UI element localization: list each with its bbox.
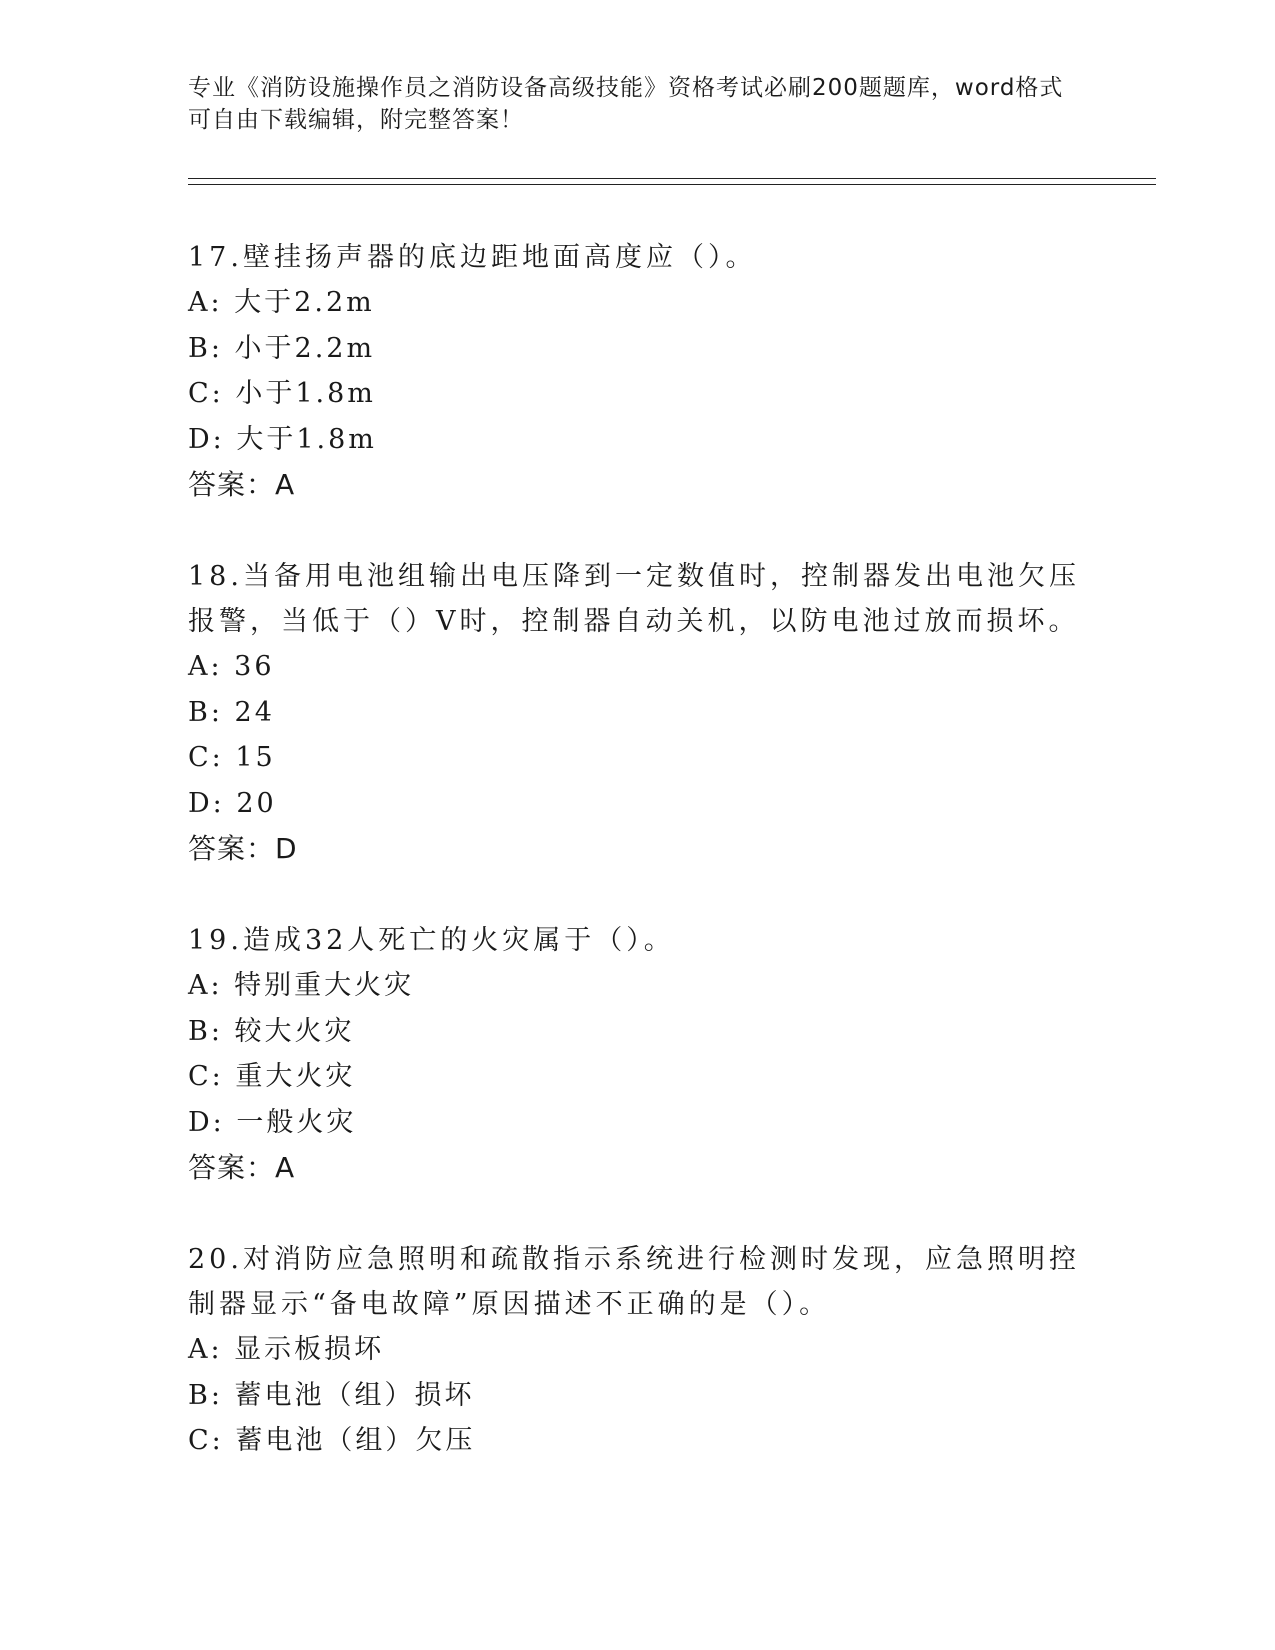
option-a: A: 36 bbox=[188, 651, 275, 682]
header-divider-bottom bbox=[188, 184, 1156, 185]
option-b: B: 蓄电池（组）损坏 bbox=[188, 1379, 475, 1411]
option-d: D: 20 bbox=[188, 787, 277, 819]
option-b: B: 24 bbox=[188, 696, 275, 728]
option-b: B: 小于2.2m bbox=[188, 332, 376, 364]
option-c: C: 小于1.8m bbox=[188, 378, 376, 409]
answer-label: 答案：A bbox=[188, 1151, 296, 1184]
question-stem: 18.当备用电池组输出电压降到一定数值时，控制器发出电池欠压报警，当低于（）V时，控制器自动关机，以防电池过放而损坏。 bbox=[188, 561, 1080, 637]
question-stem: 19.造成32人死亡的火灾属于（）。 bbox=[188, 925, 675, 956]
answer-label: 答案：D bbox=[188, 832, 298, 865]
page-header: 专业《消防设施操作员之消防设备高级技能》资格考试必刷200题题库，word格式可自由下载编辑，附完整答案！ bbox=[188, 75, 1064, 133]
option-c: C: 15 bbox=[188, 742, 276, 773]
option-d: D: 一般火灾 bbox=[188, 1106, 357, 1138]
question-17 bbox=[188, 235, 1088, 508]
option-c: C: 蓄电池（组）欠压 bbox=[188, 1425, 476, 1456]
question-stem: 17.壁挂扬声器的底边距地面高度应（）。 bbox=[188, 242, 757, 273]
question-19 bbox=[188, 918, 1088, 1191]
question-stem: 20.对消防应急照明和疏散指示系统进行检测时发现，应急照明控制器显示“备电故障”原因描述不正确的是（）。 bbox=[188, 1244, 1080, 1320]
header-divider-top bbox=[188, 178, 1156, 179]
option-d: D: 大于1.8m bbox=[188, 423, 377, 455]
answer-label: 答案：A bbox=[188, 468, 296, 501]
option-b: B: 较大火灾 bbox=[188, 1015, 355, 1047]
option-a: A: 特别重大火灾 bbox=[188, 970, 415, 1001]
option-a: A: 大于2.2m bbox=[188, 287, 375, 318]
option-c: C: 重大火灾 bbox=[188, 1061, 356, 1092]
option-a: A: 显示板损坏 bbox=[188, 1334, 385, 1365]
question-20 bbox=[188, 1237, 1088, 1464]
question-18 bbox=[188, 554, 1088, 872]
